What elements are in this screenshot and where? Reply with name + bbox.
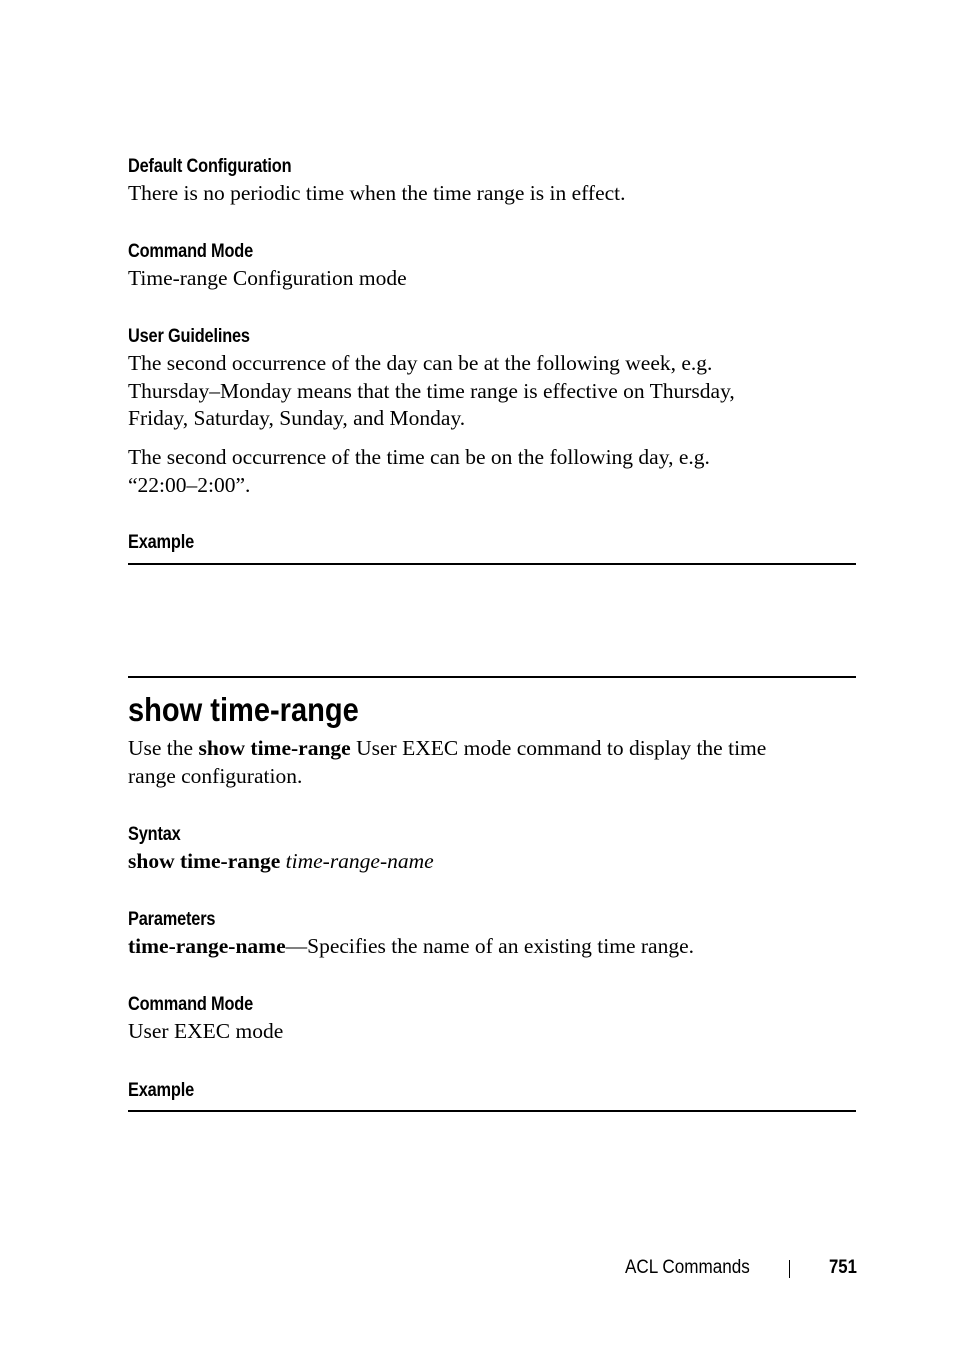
footer-separator [789,1260,790,1278]
syntax-heading: Syntax [128,824,181,845]
intro-command: show time-range [198,736,351,760]
parameters-heading: Parameters [128,909,216,930]
user-guidelines-para1-line1: The second occurrence of the day can be at the following week, e.g. [128,351,713,375]
intro-paragraph [128,735,766,790]
example-heading-1: Example [128,532,195,553]
example-rule-2 [128,1110,856,1112]
user-guidelines-para2-line1: The second occurrence of the time can be on the following day, e.g. [128,445,710,469]
user-guidelines-para1-line2: Thursday–Monday means that the time range is effective on Thursday, [128,378,735,403]
parameter-description: —Specifies the name of an existing time range. [285,934,694,958]
parameter-name: time-range-name [128,934,286,958]
parameters-line [128,933,694,961]
page-title: show time-range [128,691,359,728]
intro-line2: range configuration. [128,763,303,788]
intro-suffix: User EXEC mode command to display the time [350,736,767,760]
footer-page-number: 751 [829,1257,857,1278]
command-mode-heading-2: Command Mode [128,994,254,1015]
syntax-command: show time-range [128,849,281,873]
command-mode-text: Time-range Configuration mode [128,266,407,290]
command-mode-text-2: User EXEC mode [128,1019,284,1043]
intro-prefix: Use the [128,736,199,760]
example-rule-1 [128,563,856,565]
example-heading-2: Example [128,1080,195,1101]
default-configuration-text: There is no periodic time when the time range is in effect. [128,181,626,205]
intro-line1 [128,735,766,763]
user-guidelines-heading: User Guidelines [128,326,250,347]
user-guidelines-para2 [128,444,710,499]
command-mode-heading: Command Mode [128,241,254,262]
footer-chapter: ACL Commands [625,1257,750,1278]
syntax-line [128,848,434,876]
default-configuration-heading: Default Configuration [128,156,292,177]
user-guidelines-para1 [128,350,735,433]
syntax-argument: time-range-name [285,849,434,873]
user-guidelines-para1-line3: Friday, Saturday, Sunday, and Monday. [128,406,466,430]
section-top-rule [128,676,856,678]
user-guidelines-para2-line2: “22:00–2:00”. [128,472,251,497]
